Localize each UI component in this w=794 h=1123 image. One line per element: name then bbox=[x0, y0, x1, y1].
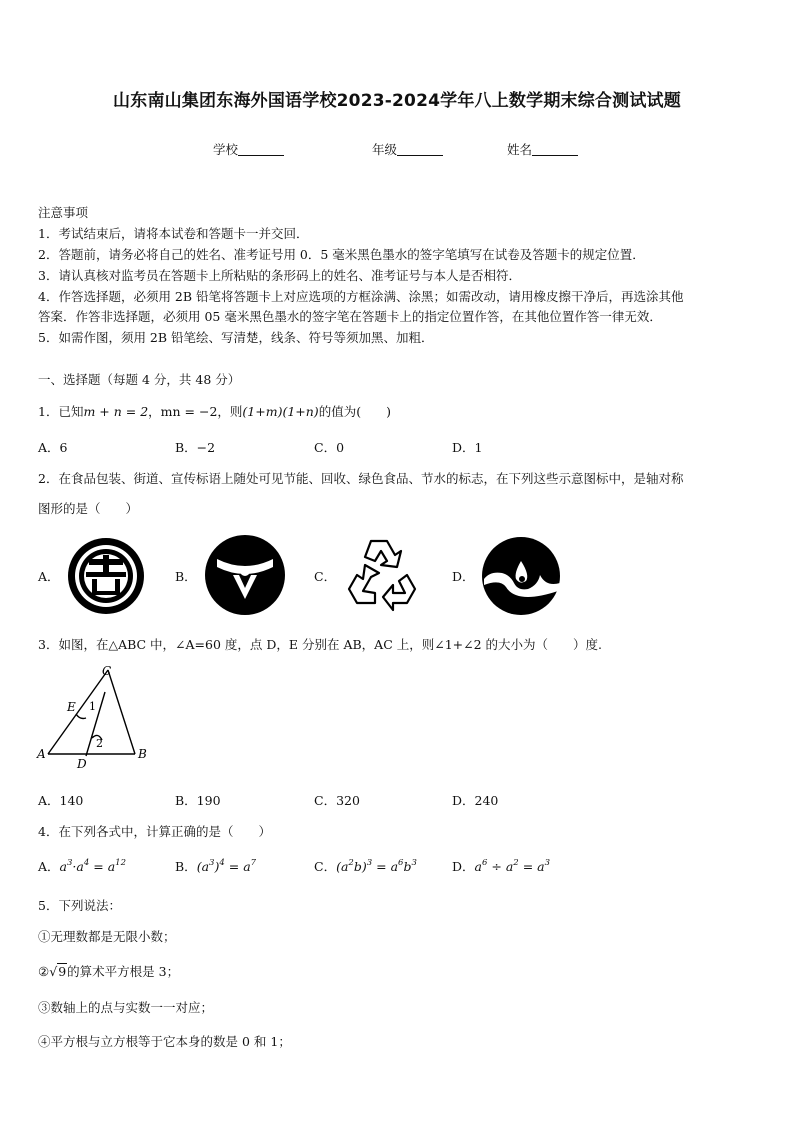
q1-stem-end: 的值为( ) bbox=[318, 404, 391, 419]
q4-option-d-exp1: 6 bbox=[481, 858, 488, 868]
vertex-label-e: E bbox=[67, 700, 76, 714]
school-label: 学校 bbox=[213, 142, 239, 157]
q4-option-d bbox=[452, 857, 550, 875]
question-1 bbox=[38, 402, 391, 420]
q4-option-b-label: B． bbox=[175, 859, 197, 874]
q5-radicand: 9 bbox=[58, 964, 67, 979]
q2-stem-line1: 2．在食品包装、街道、宣传标语上随处可见节能、回收、绿色食品、节水的标志，在下列这些示意图标中，是轴对称 bbox=[38, 471, 684, 486]
angle-label-1: 1 bbox=[89, 700, 96, 713]
q1-stem-middle: ，mn = −2，则 bbox=[148, 404, 243, 419]
q2-label-c: C． bbox=[314, 569, 337, 584]
q4-option-a-exp1: 3 bbox=[66, 858, 73, 868]
q4-option-a-base: a bbox=[59, 859, 67, 874]
q4-option-c-eq: = a bbox=[376, 859, 399, 874]
q3-option-c: C．320 bbox=[314, 793, 360, 808]
name-blank bbox=[532, 143, 578, 156]
q4-option-a-label: A． bbox=[38, 859, 60, 874]
q1-option-c: C．0 bbox=[314, 440, 345, 455]
note-item: 4．作答选择题，必须用 2B 铅笔将答题卡上对应选项的方框涂满、涂黑；如需改动，请用橡皮擦干净后，再选涂其他 bbox=[38, 289, 684, 304]
q4-option-c-exp2: 3 bbox=[366, 858, 373, 868]
sqrt-symbol-icon: √ bbox=[49, 964, 58, 979]
q4-stem: 4．在下列各式中，计算正确的是（ ） bbox=[38, 824, 271, 839]
q4-option-b-exp2: 4 bbox=[219, 858, 225, 868]
note-item: 5．如需作图，须用 2B 铅笔绘、写清楚，线条、符号等须加黑、加粗． bbox=[38, 330, 434, 345]
q4-option-c-mid: b) bbox=[353, 859, 367, 874]
q4-option-a-exp2: 4 bbox=[83, 858, 90, 868]
q1-option-d: D．1 bbox=[452, 440, 483, 455]
q2-stem-line2: 图形的是（ ） bbox=[38, 501, 139, 516]
q4-option-a-mid: ·a bbox=[72, 859, 84, 874]
q4-option-d-eq: = a bbox=[522, 859, 545, 874]
grade-field bbox=[372, 140, 443, 158]
q4-option-c-base: (a bbox=[336, 859, 349, 874]
angle-label-2: 2 bbox=[96, 737, 103, 750]
section-heading: 一、选择题（每题 4 分，共 48 分） bbox=[38, 372, 241, 387]
q4-option-b-mid: ) bbox=[214, 859, 220, 874]
q1-option-a: A．6 bbox=[38, 440, 68, 455]
q4-option-b bbox=[175, 857, 256, 875]
q1-option-b: B．−2 bbox=[175, 440, 216, 455]
q5-statement-2 bbox=[38, 962, 179, 980]
q1-expression-sum: m + n = 2 bbox=[83, 404, 149, 419]
q4-option-b-base: (a bbox=[196, 859, 210, 874]
school-blank bbox=[238, 143, 284, 156]
q4-option-d-base: a bbox=[474, 859, 482, 874]
notes-heading: 注意事项 bbox=[38, 205, 89, 220]
q4-option-c-label: C． bbox=[314, 859, 337, 874]
name-field bbox=[507, 140, 578, 158]
exam-title: 山东南山集团东海外国语学校2023-2024学年八上数学期末综合测试试题 bbox=[113, 91, 681, 111]
q4-option-c-exp4: 3 bbox=[411, 858, 417, 868]
vertex-label-b: B bbox=[138, 747, 147, 761]
q5-statement-4: ④平方根与立方根等于它本身的数是 0 和 1； bbox=[38, 1034, 291, 1049]
school-field bbox=[213, 140, 284, 158]
grade-label: 年级 bbox=[372, 142, 398, 157]
q4-option-a-eq: = a bbox=[93, 859, 116, 874]
q2-label-b: B． bbox=[175, 569, 197, 584]
q4-option-d-exp3: 3 bbox=[544, 858, 551, 868]
green-food-logo-icon bbox=[203, 533, 287, 617]
q2-label-d: D． bbox=[452, 569, 475, 584]
q4-option-d-mid: ÷ a bbox=[491, 859, 514, 874]
side-bc bbox=[108, 670, 135, 754]
triangle-figure bbox=[34, 662, 156, 774]
q4-option-b-eq: = a bbox=[228, 859, 251, 874]
q4-option-c-exp1: 2 bbox=[348, 858, 354, 868]
vertex-label-a: A bbox=[37, 747, 46, 761]
q4-option-c-exp3: 6 bbox=[398, 858, 404, 868]
q4-option-c-tail: b bbox=[403, 859, 412, 874]
q4-option-d-exp2: 2 bbox=[513, 858, 519, 868]
water-saving-logo-icon bbox=[480, 535, 562, 617]
energy-saving-logo-icon bbox=[65, 535, 147, 617]
angle-1-arc bbox=[76, 714, 86, 719]
q5-statement-2-text: 的算术平方根是 3； bbox=[67, 964, 180, 979]
q2-label-a: A． bbox=[38, 569, 60, 584]
q4-option-c bbox=[314, 857, 417, 875]
q5-statement-1: ①无理数都是无限小数； bbox=[38, 929, 176, 944]
q4-option-b-exp1: 3 bbox=[209, 858, 215, 868]
q4-option-d-label: D． bbox=[452, 859, 475, 874]
q1-expression-product: (1+m)(1+n) bbox=[242, 404, 319, 419]
recycle-logo-icon bbox=[341, 535, 423, 615]
q3-option-d: D．240 bbox=[452, 793, 499, 808]
q3-option-a: A．140 bbox=[38, 793, 84, 808]
q5-statement-3: ③数轴上的点与实数一一对应； bbox=[38, 1000, 214, 1015]
q4-option-b-exp3: 7 bbox=[250, 858, 257, 868]
q1-stem-start: 1．已知 bbox=[38, 404, 84, 419]
note-item: 答案．作答非选择题，必须用 05 毫米黑色墨水的签字笔在答题卡上的指定位置作答，在其他位置作答一律无效． bbox=[38, 309, 662, 324]
q3-stem: 3．如图，在△ABC 中，∠A=60 度，点 D，E 分别在 AB，AC 上，则∠1+∠2 的大小为（ ）度. bbox=[38, 637, 603, 652]
note-item: 2．答题前，请务必将自己的姓名、准考证号用 0．5 毫米黑色墨水的签字笔填写在试卷及答题卡的规定位置． bbox=[38, 247, 645, 262]
q5-statement-2-marker: ② bbox=[38, 964, 50, 979]
q3-option-b: B．190 bbox=[175, 793, 221, 808]
grade-blank bbox=[397, 143, 443, 156]
q4-option-a bbox=[38, 857, 126, 875]
q5-stem: 5．下列说法： bbox=[38, 898, 121, 913]
vertex-label-d: D bbox=[77, 757, 87, 771]
name-label: 姓名 bbox=[507, 142, 533, 157]
vertex-label-c: C bbox=[102, 664, 112, 678]
note-item: 3．请认真核对监考员在答题卡上所粘贴的条形码上的姓名、准考证号与本人是否相符． bbox=[38, 268, 521, 283]
note-item: 1．考试结束后，请将本试卷和答题卡一并交回． bbox=[38, 226, 309, 241]
q4-option-a-exp3: 12 bbox=[115, 858, 126, 868]
